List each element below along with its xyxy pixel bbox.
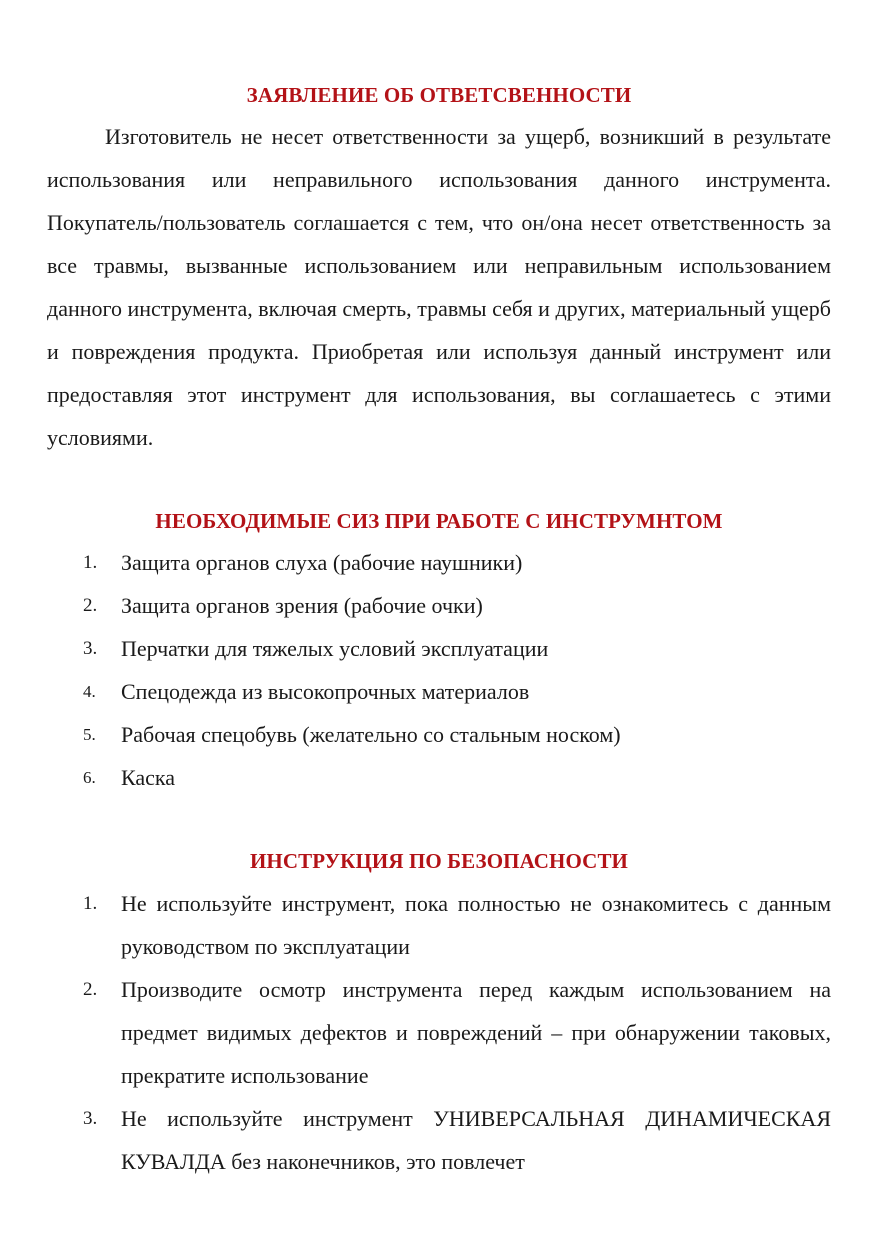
- disclaimer-heading: ЗАЯВЛЕНИЕ ОБ ОТВЕТСВЕННОСТИ: [246, 83, 632, 107]
- list-item: [47, 713, 831, 756]
- safety-heading: ИНСТРУКЦИЯ ПО БЕЗОПАСНОСТИ: [249, 849, 628, 873]
- disclaimer-paragraph: Изготовитель не несет ответственности за ущерб, возникший в результате использования или неправильного использования данного инструмента. Покупатель/пользователь соглашается с тем, что он/она несет ответственность за все травмы, вызванные использованием или неправильным использованием данного инструмента, включая смерть, травмы себя и других, материальный ущерб и повреждения продукта. Приобретая или используя данный инструмент или предоставляя этот инструмент для использования, вы соглашаетесь с этими условиями.: [47, 124, 831, 450]
- list-item-number: 3.: [83, 1108, 98, 1129]
- list-item: [47, 1097, 831, 1183]
- list-item-text: Производите осмотр инструмента перед каждым использованием на предмет видимых дефектов и повреждений – при обнаружении таковых, прекратите использование: [121, 977, 831, 1088]
- list-item-number: 5.: [83, 725, 96, 744]
- list-item: [47, 584, 831, 627]
- list-item-text: Не используйте инструмент, пока полностью не ознакомитесь с данным руководством по эксплуатации: [121, 891, 831, 959]
- list-item-number: 2.: [83, 595, 98, 616]
- list-item-text: Защита органов слуха (рабочие наушники): [121, 550, 523, 575]
- list-item-text: Защита органов зрения (рабочие очки): [121, 593, 483, 618]
- list-item: [47, 627, 831, 670]
- safety-list: [47, 882, 831, 1183]
- list-item-number: 1.: [83, 552, 98, 573]
- list-item-text: Рабочая спецобувь (желательно со стальным носком): [121, 722, 621, 747]
- list-item: [47, 541, 831, 584]
- list-item: [47, 882, 831, 968]
- list-item-text: Спецодежда из высокопрочных материалов: [121, 679, 530, 704]
- list-item-number: 2.: [83, 979, 98, 1000]
- list-item-text: Не используйте инструмент УНИВЕРСАЛЬНАЯ ДИНАМИЧЕСКАЯ КУВАЛДА без наконечников, это повлечет: [121, 1106, 831, 1174]
- list-item: [47, 670, 831, 713]
- ppe-list: [47, 541, 831, 799]
- list-item-number: 6.: [83, 768, 96, 787]
- list-item-number: 4.: [83, 682, 96, 701]
- list-item-number: 3.: [83, 638, 98, 659]
- list-item: [47, 756, 831, 799]
- ppe-heading: НЕОБХОДИМЫЕ СИЗ ПРИ РАБОТЕ С ИНСТРУМНТОМ: [155, 509, 723, 533]
- list-item-number: 1.: [83, 893, 98, 914]
- list-item-text: Перчатки для тяжелых условий эксплуатации: [121, 636, 549, 661]
- list-item-text: Каска: [121, 765, 176, 790]
- list-item: [47, 968, 831, 1097]
